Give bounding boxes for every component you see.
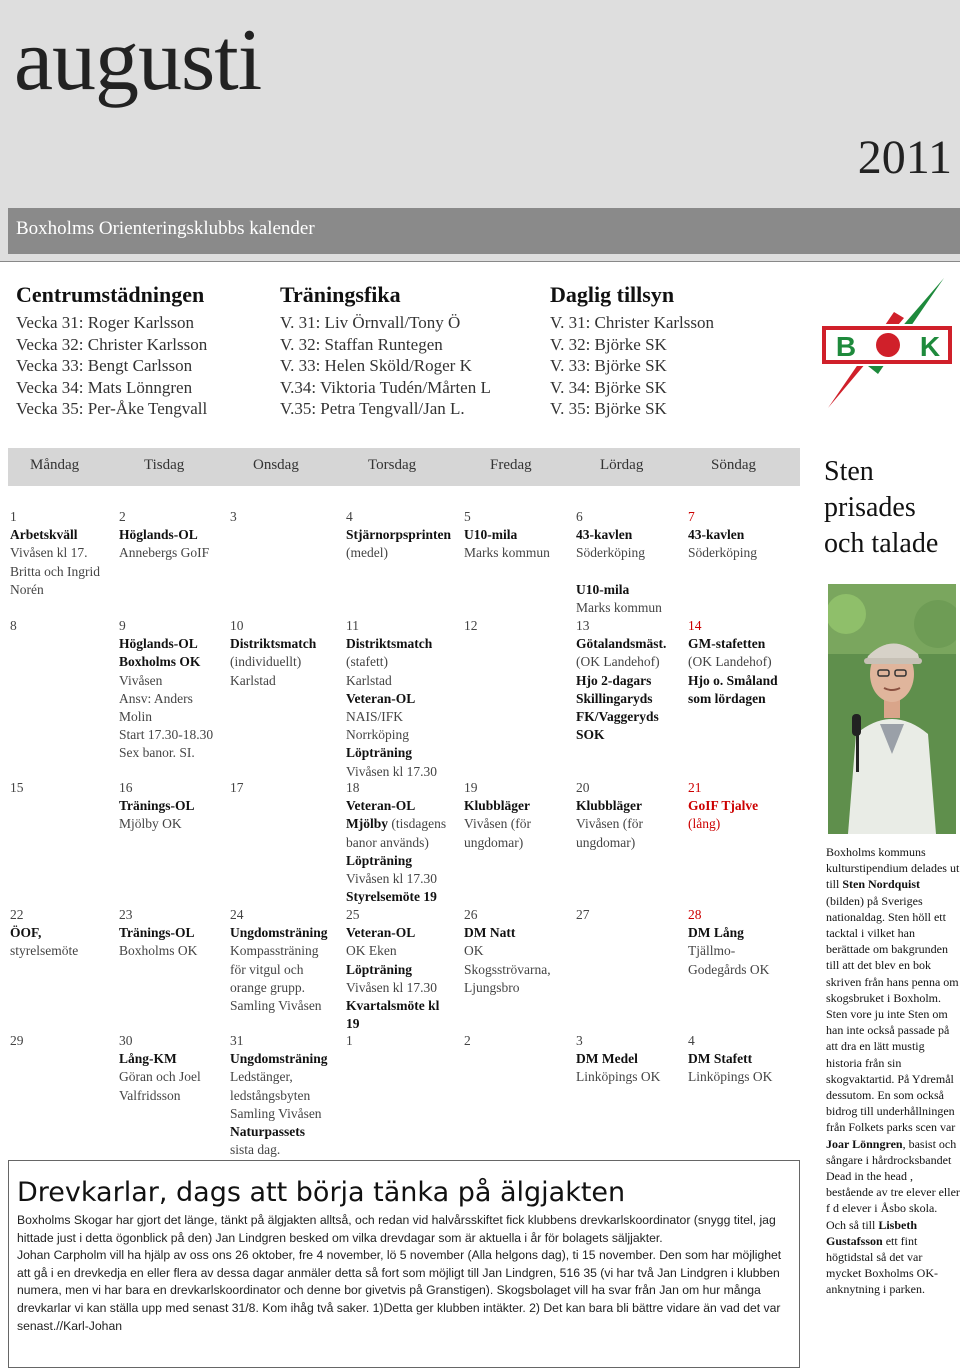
sidebar-title-line: Sten <box>824 456 874 487</box>
day-number: 28 <box>688 907 702 922</box>
event-title: 43-kavlen <box>576 527 633 543</box>
sidebar-title <box>824 454 938 562</box>
event-detail: styrelsemöte <box>10 943 79 959</box>
weekday-label: Fredag <box>490 457 532 473</box>
sten-nordquist-photo <box>828 584 956 834</box>
event-title: Kvartalsmöte kl <box>346 998 440 1014</box>
day-cell <box>464 779 572 852</box>
event-title: GM-stafetten <box>688 636 766 652</box>
day-number: 4 <box>346 509 353 524</box>
event-detail: NAIS/IFK <box>346 709 404 725</box>
news-paragraph: Boxholms Skogar har gjort det länge, tänkt på älgjakten alltså, och redan vid halvårsskiftet fick klubbens drevkarlskoordinator (snygg titel, jag hittade just i detta ögonblick på den) Jan Lindgren besked om vilka drevdagar som är aktuella i år för bolagets säljjakter. <box>17 1213 776 1245</box>
event-detail: Valfridsson <box>119 1087 181 1103</box>
day-number: 1 <box>10 509 17 524</box>
day-number: 3 <box>230 509 237 524</box>
duty-line: Vecka 35: Per-Åke Tengvall <box>16 399 208 418</box>
event-title: U10-mila <box>464 527 518 543</box>
day-number: 2 <box>119 509 126 524</box>
day-number: 11 <box>346 618 359 633</box>
event-detail: (medel) <box>346 545 388 561</box>
event-detail: Marks kommun <box>464 545 550 561</box>
event-detail: OK <box>464 943 484 959</box>
event-title: 43-kavlen <box>688 527 745 543</box>
event-detail: (OK Landehof) <box>688 654 772 670</box>
event-title: Höglands-OL <box>119 527 198 543</box>
club-name: Boxholms Orienteringsklubbs kalender <box>16 218 315 239</box>
event-detail: Annebergs GoIF <box>119 545 210 561</box>
weekday-label: Tisdag <box>144 457 185 473</box>
event-title: Klubbläger <box>464 798 531 814</box>
event-detail: Söderköping <box>576 545 645 561</box>
day-cell <box>230 508 342 526</box>
news-paragraph: Johan Carpholm vill ha hjälp av oss ons 26 oktober, fre 4 november, lö 5 november (Alla helgons dag), ti 15 november. Den som har möjlighet att gå i en drevkedja en eller flera av dessa dagar anmäler detta så fort som möjligt till Jan Lindgren, 516 35 (vi har två Jan Lindgren i klubben numera, men vi har bara en drevkarlskoordinator och denne bor givetvis på Granstigen). Skogsbolaget vill ha svar från Jan om hur många drevkarlar vi kan ställa upp med senast 31/8. Kom ihåg två saker. 1)Detta ger klubben intäkter. 2) Det kan bara bli bättre vidare än vad det var senast.//Karl-Johan <box>17 1248 782 1333</box>
day-cell <box>230 617 342 690</box>
event-title: Skillingaryds <box>576 690 653 706</box>
duty-line: V.34: Viktoria Tudén/Mårten L <box>280 377 491 397</box>
event-detail: banor används) <box>346 834 429 850</box>
day-number: 29 <box>10 1033 24 1048</box>
duty-line: Vecka 34: Mats Lönngren <box>16 377 193 397</box>
news-article <box>8 1160 800 1368</box>
day-number: 30 <box>119 1033 133 1048</box>
day-number: 8 <box>10 618 17 633</box>
event-detail: Vivåsen (för <box>576 816 644 832</box>
event-title: DM Stafett <box>688 1051 753 1067</box>
event-title: Mjölby <box>346 816 388 832</box>
event-title: Löpträning <box>346 745 413 761</box>
day-number: 12 <box>464 618 478 633</box>
event-detail: för vitgul och <box>230 961 304 977</box>
event-detail: Samling Vivåsen <box>230 998 322 1014</box>
event-detail: Ljungsbro <box>464 979 520 995</box>
day-number: 5 <box>464 509 471 524</box>
duty-line: V. 31: Christer Karlsson <box>550 313 715 332</box>
event-title: Lång-KM <box>119 1051 177 1067</box>
event-detail: Marks kommun <box>576 599 662 615</box>
day-number: 1 <box>346 1033 353 1048</box>
event-title: Klubbläger <box>576 798 643 814</box>
weekday-label: Måndag <box>30 457 80 473</box>
day-cell <box>576 779 684 852</box>
day-number: 20 <box>576 780 590 795</box>
duty-line: V. 33: Helen Sköld/Roger K <box>280 356 472 375</box>
event-title: Veteran-OL <box>346 798 416 814</box>
day-cell <box>10 1032 115 1050</box>
day-cell <box>10 906 115 961</box>
cleaning-duty-list <box>16 282 207 420</box>
weekday-label: Onsdag <box>253 457 299 473</box>
day-cell <box>10 508 115 599</box>
event-title: DM Natt <box>464 925 516 941</box>
event-detail: (stafett) <box>346 654 388 670</box>
sidebar-name: Lisbeth Gustafsson <box>826 1217 918 1248</box>
event-title: Distriktsmatch <box>346 636 433 652</box>
event-title: Hjo 2-dagars <box>576 672 652 688</box>
supervision-duty-list <box>550 282 714 420</box>
event-detail: (individuellt) <box>230 654 302 670</box>
weekday-label: Söndag <box>711 457 756 473</box>
event-detail: Godegårds OK <box>688 961 770 977</box>
day-number: 3 <box>576 1033 583 1048</box>
event-title: Stjärnorpsprinten <box>346 527 452 543</box>
day-number: 17 <box>230 780 244 795</box>
day-cell <box>688 508 800 563</box>
event-detail: Linköpings OK <box>688 1069 773 1085</box>
event-detail: orange grupp. <box>230 979 305 995</box>
duty-line: Vecka 31: Roger Karlsson <box>16 313 194 332</box>
duty-line: V. 35: Björke SK <box>550 399 667 418</box>
day-cell <box>119 508 227 563</box>
event-detail: Samling Vivåsen <box>230 1105 322 1121</box>
event-title: SOK <box>576 727 605 743</box>
club-name-bar <box>8 208 960 254</box>
day-number: 2 <box>464 1033 471 1048</box>
event-detail: Vivåsen <box>119 672 163 688</box>
day-cell <box>119 617 227 763</box>
sidebar-text: , basist och sångare i hårdrocksbandet Dead in the head , bestående av tre elever eller f d elever i Åsbo skola. Och så till <box>826 1136 960 1232</box>
duty-line: V.35: Petra Tengvall/Jan L. <box>280 399 465 418</box>
day-number: 19 <box>464 780 478 795</box>
sidebar-text: Boxholms kommuns kulturstipendium delades ut till <box>826 845 960 892</box>
event-title: Styrelsemöte 19 <box>346 889 437 905</box>
month-title: augusti <box>14 12 262 109</box>
event-detail: Kompassträning <box>230 943 319 959</box>
fika-duty-title: Träningsfika <box>280 282 401 307</box>
day-cell <box>230 906 344 1015</box>
day-cell <box>119 906 227 961</box>
calendar-header <box>0 0 960 262</box>
sidebar-article <box>826 844 960 1298</box>
sidebar-text: (bilden) på Sveriges nationaldag. Sten höll ett tacktal i vilket han berättade om bakgrunden till att det blev en bok skriven från hans penna om skogsbruket i Boxholm. Sten vore ju inte Sten om han inte också passade på att dra en lätt mustig historia från sin skogvaktartid. På Ydremål dessutom. En som också bidrog till underhållningen från Folkets parks scen var <box>826 893 959 1135</box>
event-detail: Karlstad <box>230 672 276 688</box>
event-detail: ledstångsbyten <box>230 1087 311 1103</box>
day-number: 18 <box>346 780 360 795</box>
news-headline: Drevkarlar, dags att börja tänka på älgjakten <box>17 1177 626 1208</box>
event-detail: Vivåsen kl 17.30 <box>346 871 438 887</box>
day-number: 24 <box>230 907 244 922</box>
event-title: Veteran-OL <box>346 925 416 941</box>
day-number: 27 <box>576 907 590 922</box>
day-number: 4 <box>688 1033 695 1048</box>
weekday-header <box>8 448 800 486</box>
event-title: Götalandsmäst. <box>576 636 667 652</box>
day-cell <box>688 1032 800 1087</box>
day-cell <box>576 617 684 744</box>
day-cell <box>346 1032 462 1050</box>
event-detail: Norrköping <box>346 727 409 743</box>
day-number: 15 <box>10 780 24 795</box>
event-title: ÖOF, <box>10 925 42 941</box>
day-number: 9 <box>119 618 126 633</box>
event-detail: (lång) <box>688 816 721 832</box>
event-title: FK/Vaggeryds <box>576 709 659 725</box>
day-number: 7 <box>688 509 695 524</box>
day-cell <box>346 779 462 906</box>
day-cell <box>346 508 462 563</box>
supervision-duty-title: Daglig tillsyn <box>550 282 675 307</box>
weekday-label: Lördag <box>600 457 644 473</box>
event-detail: (OK Landehof) <box>576 654 660 670</box>
event-detail: (tisdagens <box>391 816 447 832</box>
day-number: 22 <box>10 907 24 922</box>
event-detail: Göran och Joel <box>119 1069 201 1085</box>
event-title: Tränings-OL <box>119 798 195 814</box>
event-title: Hjo o. Småland <box>688 672 778 688</box>
fika-duty-list <box>280 282 491 420</box>
event-title: Boxholms OK <box>119 654 201 670</box>
event-title: Naturpassets <box>230 1124 306 1140</box>
event-detail: sista dag. <box>230 1142 281 1158</box>
event-title: Ungdomsträning <box>230 925 328 941</box>
event-detail: ungdomar) <box>576 834 636 850</box>
bok-club-logo <box>812 274 960 414</box>
sidebar-title-line: och talade <box>824 528 939 559</box>
day-cell <box>576 508 684 617</box>
event-detail: Sex banor. SI. <box>119 745 195 761</box>
sidebar-name: Sten Nordquist <box>842 877 921 892</box>
event-detail: Mjölby OK <box>119 816 182 832</box>
event-detail: Norén <box>10 581 44 597</box>
event-detail: Ansv: Anders <box>119 690 193 706</box>
event-detail: Skogsströvarna, <box>464 961 551 977</box>
duty-line: V. 33: Björke SK <box>550 356 667 375</box>
day-cell <box>464 508 572 563</box>
day-cell <box>688 779 800 834</box>
day-number: 21 <box>688 780 702 795</box>
event-title: GoIF Tjalve <box>688 798 759 814</box>
event-detail: Boxholms OK <box>119 943 198 959</box>
day-number: 31 <box>230 1033 244 1048</box>
year-label: 2011 <box>857 131 952 184</box>
event-detail: Vivåsen kl 17. <box>10 545 88 561</box>
day-cell <box>464 617 572 635</box>
event-title: 19 <box>346 1016 360 1032</box>
day-number: 26 <box>464 907 478 922</box>
event-detail: Molin <box>119 709 153 725</box>
event-detail: Linköpings OK <box>576 1069 661 1085</box>
event-title: Ungdomsträning <box>230 1051 328 1067</box>
event-title: Arbetskväll <box>10 527 78 543</box>
event-detail: ungdomar) <box>464 834 524 850</box>
day-cell <box>576 1032 684 1087</box>
event-detail: Start 17.30-18.30 <box>119 727 214 743</box>
event-detail: Ledstänger, <box>230 1069 293 1085</box>
event-detail: Vivåsen kl 17.30 <box>346 763 438 779</box>
event-title: DM Lång <box>688 925 744 941</box>
event-detail: Britta och Ingrid <box>10 563 100 579</box>
event-title: Veteran-OL <box>346 690 416 706</box>
logo-letter-b: B <box>835 331 857 362</box>
event-title: Distriktsmatch <box>230 636 317 652</box>
event-detail: Söderköping <box>688 545 757 561</box>
day-number: 13 <box>576 618 590 633</box>
weekday-label: Torsdag <box>368 457 417 473</box>
event-title: Höglands-OL <box>119 636 198 652</box>
event-detail: Vivåsen kl 17.30 <box>346 979 438 995</box>
day-cell <box>10 617 115 635</box>
event-title: DM Medel <box>576 1051 638 1067</box>
event-detail: Tjällmo- <box>688 943 736 959</box>
sidebar-title-line: prisades <box>824 492 916 523</box>
event-detail: OK Eken <box>346 943 397 959</box>
day-number: 16 <box>119 780 133 795</box>
day-number: 23 <box>119 907 133 922</box>
day-cell <box>119 779 227 834</box>
day-number: 14 <box>688 618 702 633</box>
day-cell <box>230 1032 344 1159</box>
duty-line: V. 34: Björke SK <box>550 377 667 397</box>
day-cell <box>688 906 800 979</box>
day-cell <box>464 1032 572 1050</box>
sidebar-name: Joar Lönngren <box>826 1136 903 1151</box>
event-detail: Karlstad <box>346 672 392 688</box>
event-title: Tränings-OL <box>119 925 195 941</box>
day-cell <box>464 906 574 997</box>
day-cell <box>10 779 115 797</box>
sidebar-text: ett fint högtidstal så det var mycket Boxholms OK-anknytning i parken. <box>826 1233 938 1297</box>
cleaning-duty-title: Centrumstädningen <box>16 282 205 307</box>
event-title: som lördagen <box>688 690 766 706</box>
duty-line: V. 32: Björke SK <box>550 334 667 354</box>
day-cell <box>346 906 462 1033</box>
logo-letter-k: K <box>919 331 941 362</box>
day-cell <box>688 617 800 708</box>
day-cell <box>230 779 342 797</box>
event-title: U10-mila <box>576 581 630 597</box>
day-cell <box>119 1032 227 1105</box>
day-cell <box>346 617 462 781</box>
duty-line: V. 32: Staffan Runtegen <box>280 334 443 354</box>
duty-line: Vecka 32: Christer Karlsson <box>16 334 208 354</box>
event-title: Löpträning <box>346 852 413 868</box>
day-number: 10 <box>230 618 244 633</box>
day-number: 25 <box>346 907 360 922</box>
day-cell <box>576 906 684 924</box>
event-title: Löpträning <box>346 961 413 977</box>
duty-line: Vecka 33: Bengt Carlsson <box>16 356 193 375</box>
duty-line: V. 31: Liv Örnvall/Tony Ö <box>280 313 461 332</box>
event-detail: Vivåsen (för <box>464 816 532 832</box>
day-number: 6 <box>576 509 583 524</box>
